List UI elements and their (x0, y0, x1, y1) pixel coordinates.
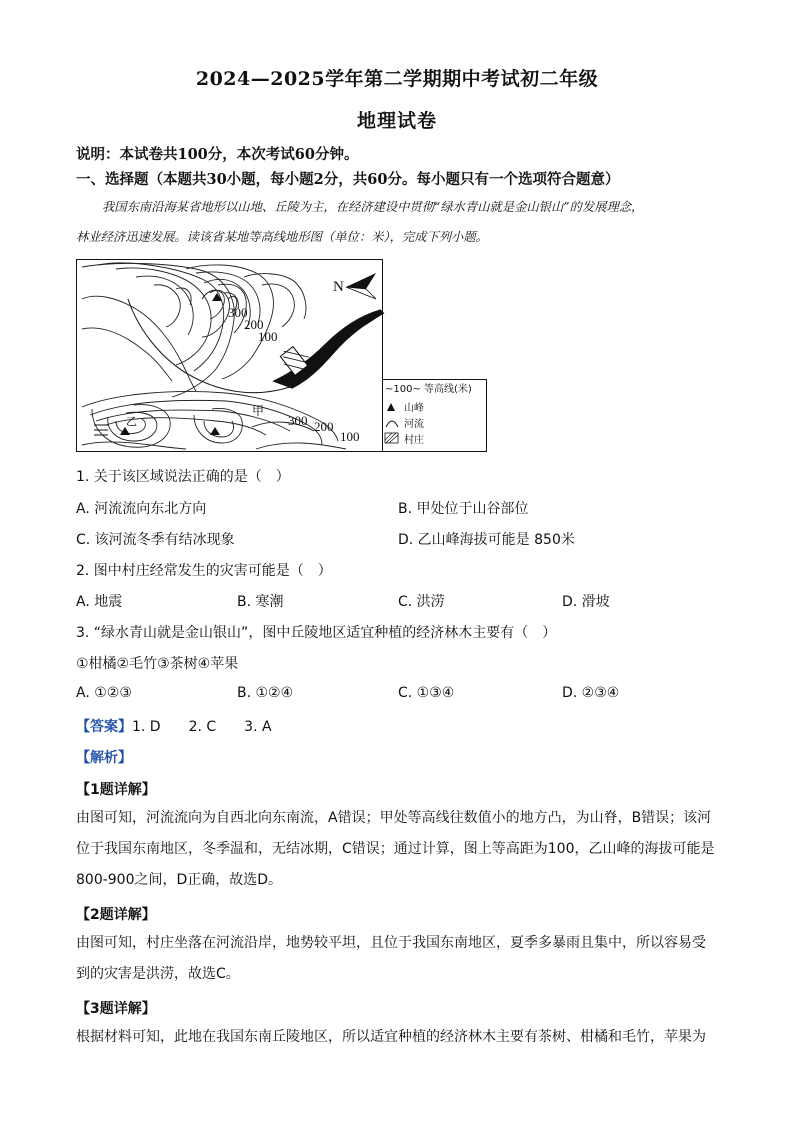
exam-instructions: 说明：本试卷共100分，本次考试60分钟。 (76, 146, 359, 163)
contour-label-100-north: 100 (258, 329, 278, 344)
detail-1-line-1: 由图可知，河流流向为自西北向东南流，A错误；甲处等高线往数值小的地方凸，为山脊，B错误；该河 (76, 810, 712, 826)
contour-label-200-north: 200 (244, 317, 264, 332)
q2-option-b: B. 寒潮 (237, 594, 284, 610)
contour-map (76, 259, 487, 452)
detail-2-line-1: 由图可知，村庄坐落在河流沿岸，地势较平坦，且位于我国东南地区，夏季多暴雨且集中，所以容易受 (76, 935, 706, 951)
contour-label-200-south: 200 (314, 419, 334, 434)
peak-south (210, 427, 220, 435)
detail-2-heading: 【2题详解】 (76, 907, 156, 923)
answer-line (76, 716, 272, 736)
exam-subtitle: 地理试卷 (356, 110, 437, 132)
detail-1-line-3: 800-900之间，D正确，故选D。 (76, 872, 283, 888)
legend-river-icon (386, 421, 398, 427)
question-3-items: ①柑橘②毛竹③茶树④苹果 (76, 656, 239, 672)
exam-title: 2024—2025学年第二学期期中考试初二年级 (195, 68, 599, 90)
detail-3-body (76, 1022, 720, 1053)
contour-label-300-north: 300 (228, 305, 248, 320)
question-3-stem: 3. “绿水青山就是金山银山”，图中丘陵地区适宜种植的经济林木主要有（ ） (76, 625, 557, 641)
question-1-stem: 1. 关于该区域说法正确的是（ ） (76, 469, 290, 485)
q2-option-d: D. 滑坡 (562, 594, 610, 610)
detail-2-line-2: 到的灾害是洪涝，故选C。 (76, 966, 240, 982)
intro-line-1: 我国东南沿海某省地形以山地、丘陵为主，在经济建设中贯彻“绿水青山就是金山银山”的发展理念， (102, 200, 644, 214)
detail-2-body (76, 928, 720, 990)
detail-1-line-2: 位于我国东南地区，冬季温和，无结冰期，C错误；通过计算，图上等高距为100，乙山峰的海拔可能是 (76, 841, 715, 857)
place-yi: 乙 (126, 415, 137, 428)
intro-paragraph (76, 192, 716, 252)
q3-option-c: C. ①③④ (398, 685, 455, 701)
north-label: N (333, 279, 344, 295)
q1-option-c: C. 该河流冬季有结冰现象 (76, 532, 235, 548)
legend-peak-icon (387, 403, 395, 411)
q1-option-a: A. 河流流向东北方向 (76, 501, 207, 517)
detail-1-heading: 【1题详解】 (76, 782, 156, 798)
answer-text: 1. D 2. C 3. A (132, 719, 272, 735)
question-2-stem: 2. 图中村庄经常发生的灾害可能是（ ） (76, 563, 332, 579)
detail-1-body (76, 803, 720, 896)
legend-peak: 山峰 (404, 403, 424, 414)
intro-line-2: 林业经济迅速发展。读该省某地等高线地形图（单位：米），完成下列小题。 (76, 230, 488, 244)
legend-contour: ~100~ 等高线(米) (385, 384, 472, 395)
north-arrow-icon (346, 273, 376, 299)
legend-river: 河流 (404, 419, 424, 430)
q3-option-d: D. ②③④ (562, 685, 620, 701)
q1-option-d: D. 乙山峰海拔可能是 850米 (398, 532, 575, 548)
answer-label: 【答案】 (76, 719, 132, 735)
q3-option-a: A. ①②③ (76, 685, 132, 701)
analysis-label: 【解析】 (76, 750, 132, 766)
place-jia: 甲 (252, 404, 265, 418)
q2-option-c: C. 洪涝 (398, 594, 445, 610)
q2-option-a: A. 地震 (76, 594, 123, 610)
contour-label-100-south: 100 (340, 429, 360, 444)
contour-label-300-south: 300 (288, 413, 308, 428)
section-heading: 一、选择题（本题共30小题，每小题2分，共60分。每小题只有一个选项符合题意） (76, 171, 620, 188)
river-thin-section (128, 299, 380, 393)
legend-village: 村庄 (404, 435, 424, 446)
detail-3-line-1: 根据材料可知，此地在我国东南丘陵地区，所以适宜种植的经济林木主要有茶树、柑橘和毛竹，苹果为 (76, 1029, 706, 1045)
q1-option-b: B. 甲处位于山谷部位 (398, 501, 529, 517)
q3-option-b: B. ①②④ (237, 685, 294, 701)
detail-3-heading: 【3题详解】 (76, 1001, 156, 1017)
